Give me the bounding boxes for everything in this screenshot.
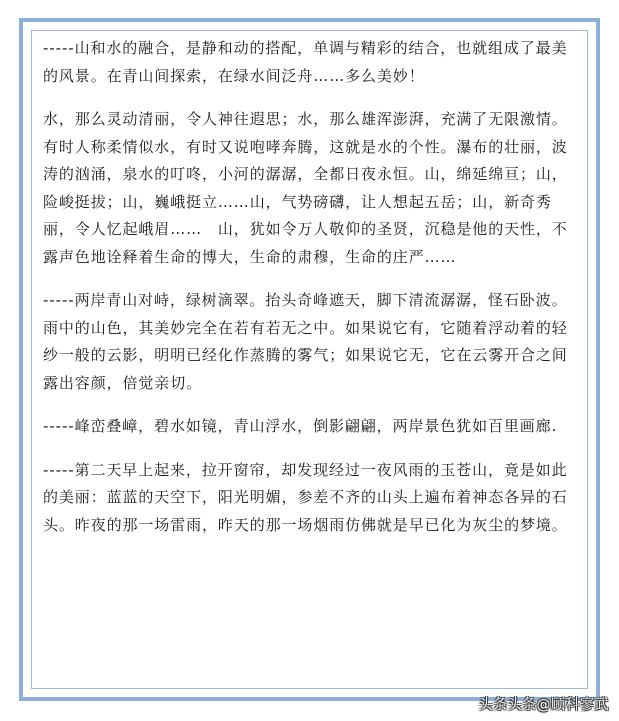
article-frame	[19, 18, 600, 701]
paragraph-water-and-mountain: 水，那么灵动清丽，令人神往遐思；水，那么雄浑澎湃，充满了无限激情。有时人称柔情似水，有时又说咆哮奔腾，这就是水的个性。瀑布的壮丽，波涛的汹涌，泉水的叮咚，小河的潺潺，全都日夜永恒。山，绵延绵亘；山，险峻挺拔；山，巍峨挺立……山，气势磅礴，让人想起五岳；山，新奇秀丽，令人忆起峨眉…… 山，犹如令万人敬仰的圣贤，沉稳是他的天性，不露声色地诠释着生命的博大，生命的肃穆，生命的庄严……	[43, 110, 568, 266]
paragraph-rain-mountains: -----两岸青山对峙，绿树滴翠。抬头奇峰遮天，脚下清流潺潺，怪石卧波。 雨中的山色，其美妙完全在若有若无之中。如果说它有，它随着浮动着的轻纱一般的云影，明明已经化作蒸腾的雾气；如果说它无，它在云雾开合之间露出容颜，倍觉亲切。	[43, 291, 576, 392]
paragraph-mountain-water-fusion: -----山和水的融合，是静和动的搭配，单调与精彩的结合，也就组成了最美的风景。在青山间探索，在绿水间泛舟……多么美妙！	[43, 39, 568, 85]
paragraph-next-morning: -----第二天早上起来，拉开窗帘，却发现经过一夜风雨的玉苍山，竟是如此的美丽：蓝蓝的天空下，阳光明媚，参差不齐的山头上遍布着神态各异的石头。昨夜的那一场雷雨，昨天的那一场烟雨仿佛就是早已化为灰尘的梦境。	[43, 460, 568, 534]
article-body	[43, 35, 576, 539]
paragraph-peaks-gallery: -----峰峦叠嶂，碧水如镜，青山浮水，倒影翩翩，两岸景色犹如百里画廊.	[43, 417, 558, 435]
watermark-text: 头条头条@顾科寥武	[478, 697, 609, 713]
